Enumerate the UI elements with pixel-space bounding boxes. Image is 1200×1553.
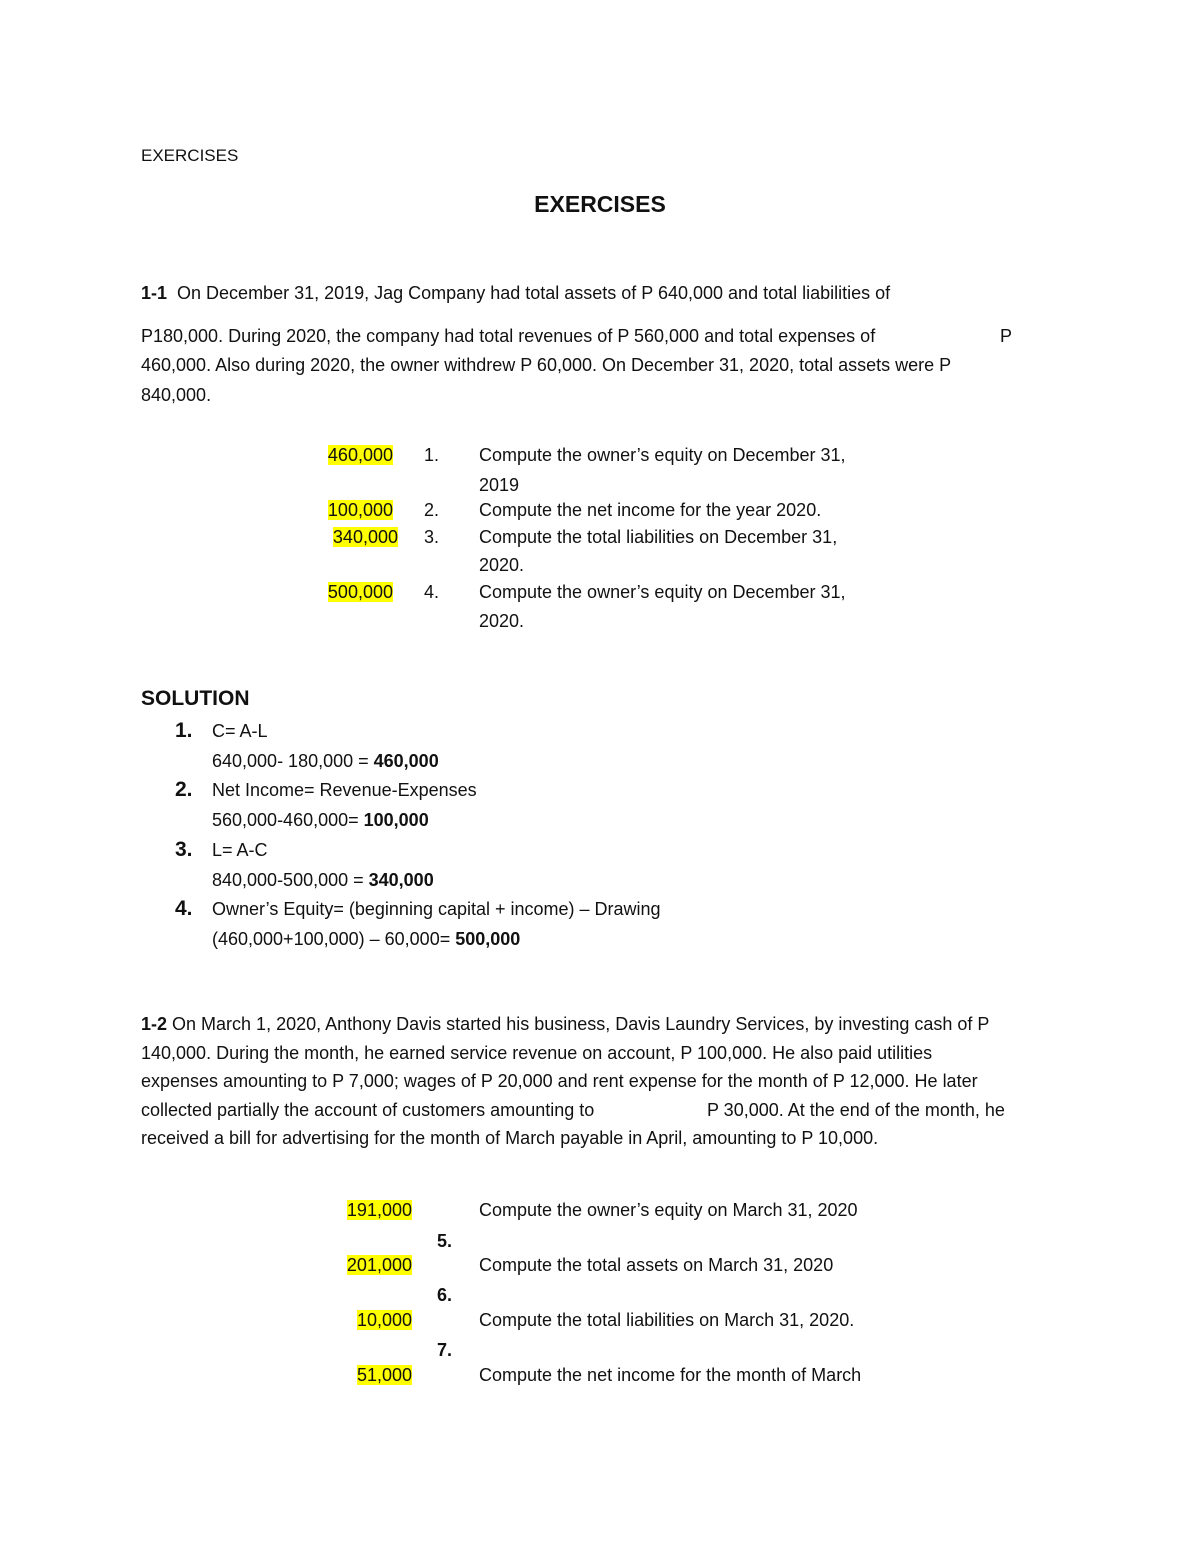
solution-step-3-number: 3.: [175, 838, 193, 861]
exercise-1-2-number: 1-2: [141, 1014, 168, 1034]
answer-7-value: 10,000: [356, 1310, 412, 1330]
question-1-text-cont: 2019: [479, 475, 520, 495]
solution-step-3-result: 340,000: [368, 870, 434, 890]
exercise-1-1-text: On December 31, 2019, Jag Company had total assets of P 640,000 and total liabilities of: [177, 283, 891, 303]
question-3-number: 3.: [424, 527, 440, 547]
solution-step-3-formula: L= A-C: [212, 840, 268, 860]
answer-3: [278, 527, 398, 548]
exercise-1-2-line1: [141, 1014, 989, 1035]
exercise-1-1-line2: P180,000. During 2020, the company had total revenues of P 560,000 and total expenses of: [141, 326, 876, 346]
solution-step-2-calc: [212, 810, 429, 831]
answer-4: [273, 582, 393, 603]
solution-step-1-calc-text: 640,000- 180,000 =: [212, 751, 374, 771]
question-4-number: 4.: [424, 582, 440, 602]
answer-6: [292, 1255, 412, 1276]
answer-7: [292, 1310, 412, 1331]
answer-5-value: 191,000: [346, 1200, 412, 1220]
question-1-number: 1.: [424, 445, 440, 465]
solution-step-4-calc: [212, 929, 520, 950]
answer-2-value: 100,000: [327, 500, 393, 520]
answer-6-value: 201,000: [346, 1255, 412, 1275]
exercise-1-1-line2-p: P: [1000, 326, 1013, 346]
exercise-1-2-line5: received a bill for advertising for the month of March payable in April, amounting to P 10,000.: [141, 1128, 879, 1148]
solution-step-4-calc-text: (460,000+100,000) – 60,000=: [212, 929, 456, 949]
exercise-1-1-number: 1-1: [141, 283, 168, 303]
question-8-text: Compute the net income for the month of March: [479, 1365, 862, 1385]
solution-step-1-calc: [212, 751, 439, 772]
solution-step-1-result: 460,000: [373, 751, 439, 771]
solution-step-3-calc: [212, 870, 434, 891]
answer-8: [292, 1365, 412, 1386]
solution-step-4-number: 4.: [175, 897, 193, 920]
answer-3-value: 340,000: [332, 527, 398, 547]
answer-8-value: 51,000: [356, 1365, 412, 1385]
question-4-text-cont: 2020.: [479, 611, 525, 631]
solution-step-1-formula: C= A-L: [212, 721, 268, 741]
question-7-text: Compute the total liabilities on March 31, 2020.: [479, 1310, 855, 1330]
question-2-text: Compute the net income for the year 2020.: [479, 500, 822, 520]
exercise-1-2-line4-cont: P 30,000. At the end of the month, he: [707, 1100, 1005, 1120]
exercise-1-1-line1: [141, 283, 890, 304]
exercise-1-1-line3: 460,000. Also during 2020, the owner withdrew P 60,000. On December 31, 2020, total assets were P: [141, 355, 952, 375]
answer-1-value: 460,000: [327, 445, 393, 465]
question-3-text: Compute the total liabilities on December 31,: [479, 527, 838, 547]
question-6-text: Compute the total assets on March 31, 2020: [479, 1255, 834, 1275]
exercise-1-1-line4: 840,000.: [141, 385, 212, 405]
exercise-1-2-line4: collected partially the account of customers amounting to: [141, 1100, 595, 1120]
page-header-label: EXERCISES: [141, 146, 239, 165]
question-6-number: 6.: [437, 1285, 453, 1305]
question-7-number: 7.: [437, 1340, 453, 1360]
exercise-1-2-line3: expenses amounting to P 7,000; wages of P 20,000 and rent expense for the month of P 12,000. He later: [141, 1071, 978, 1091]
solution-step-3-calc-text: 840,000-500,000 =: [212, 870, 369, 890]
answer-2: [273, 500, 393, 521]
solution-step-2-calc-text: 560,000-460,000=: [212, 810, 364, 830]
solution-step-2-number: 2.: [175, 778, 193, 801]
question-3-text-cont: 2020.: [479, 555, 525, 575]
solution-step-1-number: 1.: [175, 719, 193, 742]
answer-5: [292, 1200, 412, 1221]
exercise-1-2-line2: 140,000. During the month, he earned service revenue on account, P 100,000. He also paid utilities: [141, 1043, 933, 1063]
question-5-number: 5.: [437, 1231, 453, 1251]
question-5-text: Compute the owner’s equity on March 31, 2020: [479, 1200, 858, 1220]
solution-step-4-formula: Owner’s Equity= (beginning capital + income) – Drawing: [212, 899, 661, 919]
solution-heading: SOLUTION: [141, 687, 250, 710]
question-4-text: Compute the owner’s equity on December 31,: [479, 582, 846, 602]
answer-4-value: 500,000: [327, 582, 393, 602]
page-title: EXERCISES: [534, 191, 666, 217]
question-2-number: 2.: [424, 500, 440, 520]
solution-step-4-result: 500,000: [455, 929, 521, 949]
solution-step-2-formula: Net Income= Revenue-Expenses: [212, 780, 477, 800]
answer-1: [273, 445, 393, 466]
solution-step-2-result: 100,000: [363, 810, 429, 830]
exercise-1-2-text: On March 1, 2020, Anthony Davis started his business, Davis Laundry Services, by investing cash of P: [172, 1014, 990, 1034]
question-1-text: Compute the owner’s equity on December 31,: [479, 445, 846, 465]
